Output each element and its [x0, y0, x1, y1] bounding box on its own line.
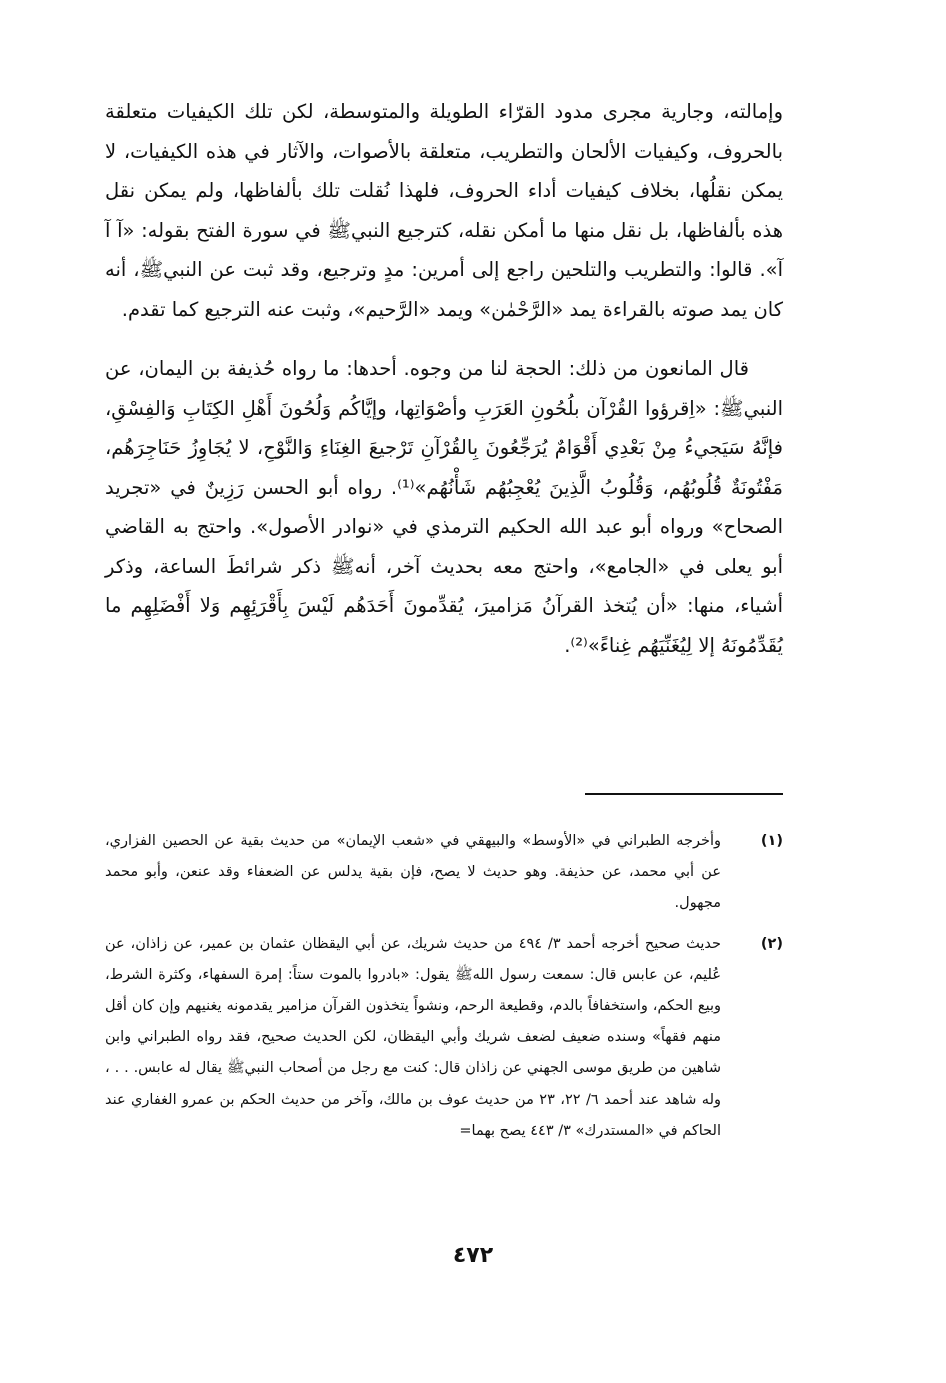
page-number: ٤٧٢: [452, 1243, 494, 1268]
footnotes: [105, 826, 783, 1156]
footnote-number: (٢): [760, 935, 783, 952]
paragraph: قال المانعون من ذلك: الحجة لنا من وجوه. أحدها: ما رواه حُذيفة بن اليمان، عن النبيﷺ: «اِقرؤوا القُرْآن بلُحُونِ العَرَبِ وأصْوَاتِها، وإيَّاكُم وَلُحُونَ أَهْلِ الكِتَابِ وَالفِسْقِ، فإنَّهُ سَيَجيءُ مِنْ بَعْدِي أَقْوَامٌ يُرَجِّعُونَ بِالقُرْآنِ تَرْجيعَ الغِنَاءِ وَالنَّوْحِ، لا يُجَاوِزُ حَنَاجِرَهُم، مَفْتُونَةٌ قُلُوبُهُم، وَقُلُوبُ الَّذِينَ يُعْجِبُهُم شَأْنُهُم»⁽¹⁾. رواه أبو الحسن رَزِينٌ في «تجريد الصحاح» ورواه أبو عبد الله الحكيم الترمذي في «نوادر الأصول». واحتج به القاضي أبو يعلى في «الجامع»، واحتج معه بحديث آخر، أنهﷺ ذكر شرائطَ الساعة، وذكر أشياء، منها: «أن يُتخذ القرآنُ مَزاميرَ، يُقدِّمونَ أَحَدَهُم لَيْسَ بِأَقْرَئِهِم وَلا أَفْضَلِهِم ما يُقَدِّمُونَهُ إلا لِيُغَنِّيَهُم غِناءً»⁽²⁾.: [105, 357, 783, 657]
paragraph: وإمالته، وجارية مجرى مدود القرّاء الطويلة والمتوسطة، لكن تلك الكيفيات متعلقة بالحروف، وكيفيات الألحان والتطريب، متعلقة بالأصوات، والآثار في هذه الكيفيات، لا يمكن نقلُها، بخلاف كيفيات أداء الحروف، فلهذا نُقلت تلك بألفاظها، ولم يمكن نقل هذه بألفاظها، بل نقل منها ما أمكن نقله، كترجيع النبيﷺ في سورة الفتح بقوله: «آ آ آ». قالوا: والتطريب والتلحين راجع إلى أمرين: مدٍ وترجيع، وقد ثبت عن النبيﷺ، أنه كان يمد صوته بالقراءة يمد «الرَّحْمٰن» ويمد «الرَّحيم»، وثبت عنه الترجيع كما تقدم.: [105, 100, 783, 321]
main-text: [105, 92, 783, 665]
footnote-text: حديث صحيح أخرجه أحمد ٣/ ٤٩٤ من حديث شريك، عن أبي اليقظان عثمان بن عمير، عن زاذان، عن عُليم، عن عابس قال: سمعت رسول اللهﷺ يقول: «بادروا بالموت ستاً: إمرة السفهاء، وكثرة الشرط، وبيع الحكم، واستخفافاً بالدم، وقطيعة الرحم، ونشواً يتخذون القرآن مزامير يقدمونه يغنيهم وإن كان أقل منهم فقهاً» وسنده ضعيف لضعف شريك وأبي اليقظان، لكن الحديث صحيح، فقد رواه الطبراني وابن شاهين من طريق موسى الجهني عن زاذان قال: كنت مع رجل من أصحاب النبيﷺ يقال له عابس. . . ، وله شاهد عند أحمد ٦/ ٢٢، ٢٣ من حديث عوف بن مالك، وآخر من حديث الحكم بن عمرو الغفاري عند الحاكم في «المستدرك» ٣/ ٤٤٣ يصح بهما=: [105, 935, 721, 1139]
footnote: [105, 826, 783, 920]
footnote-separator: [585, 793, 783, 795]
footnote-text: وأخرجه الطبراني في «الأوسط» والبيهقي في «شعب الإيمان» من حديث بقية عن الحصين الفزاري، عن أبي محمد، عن حذيفة. وهو حديث لا يصح، فإن بقية يدلس عن الضعفاء وقد عنعن، وأبو محمد مجهول.: [105, 833, 721, 912]
footnote-number: (١): [760, 833, 783, 849]
footnote: [105, 929, 783, 1147]
